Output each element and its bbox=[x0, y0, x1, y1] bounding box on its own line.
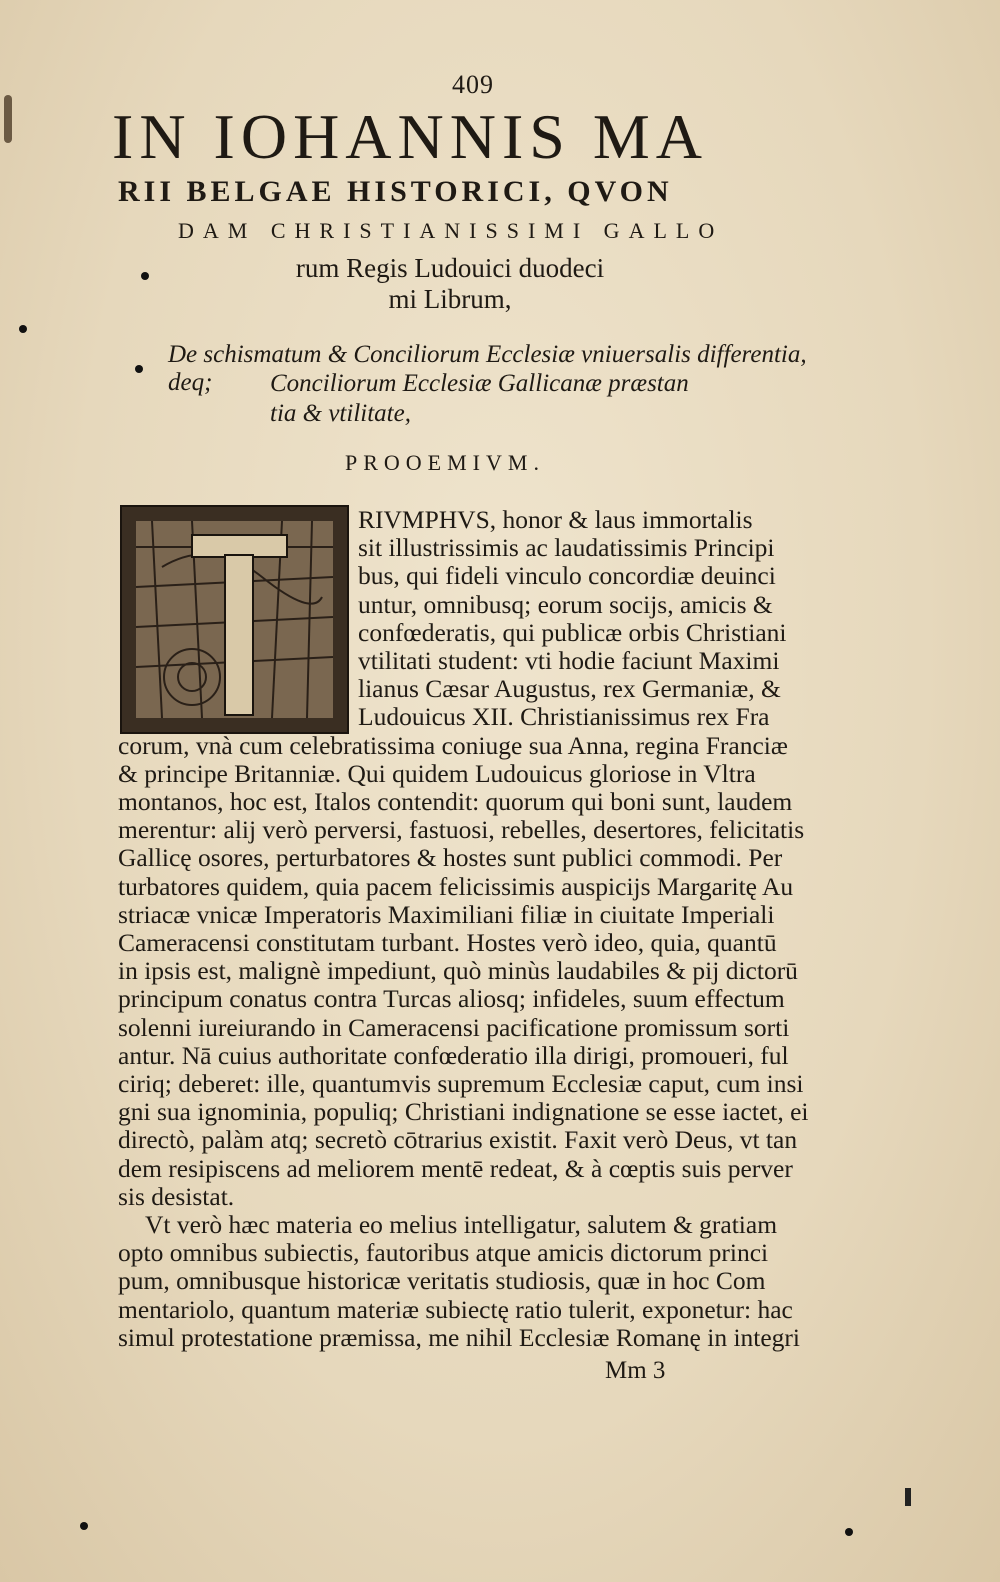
body-line: mentariolo, quantum materiæ subiectę ratio tulerit, exponetur: hac bbox=[118, 1294, 793, 1324]
body-line: pum, omnibusque historicæ veritatis studiosis, quæ in hoc Com bbox=[118, 1266, 766, 1296]
margin-dot bbox=[135, 365, 143, 373]
body-line: Cameracensi constitutam turbant. Hostes verò ideo, quia, quantū bbox=[118, 928, 777, 957]
section-heading: PROOEMIVM. bbox=[345, 450, 545, 475]
body-line: sit illustrissimis ac laudatissimis Principi bbox=[358, 533, 775, 563]
body-line: solenni iureiurando in Cameracensi pacificatione promissum sorti bbox=[118, 1012, 790, 1042]
subtitle-line-2: Conciliorum Ecclesiæ Gallicanæ præstan bbox=[270, 370, 689, 397]
body-line: untur, omnibusq; eorum socijs, amicis & bbox=[358, 589, 773, 619]
woodcut-initial-t-image bbox=[122, 507, 347, 732]
decorated-initial bbox=[120, 505, 349, 734]
body-line: Gallicę osores, perturbatores & hostes sunt publici commodi. Per bbox=[118, 843, 783, 873]
signature-mark: Mm 3 bbox=[605, 1357, 666, 1384]
body-line: Vt verò hæc materia eo melius intelligatur, salutem & gratiam bbox=[145, 1210, 778, 1239]
body-line: lianus Cæsar Augustus, rex Germaniæ, & bbox=[358, 674, 781, 704]
body-line: corum, vnà cum celebratissima coniuge sua Anna, regina Franciæ bbox=[118, 730, 788, 760]
subtitle-line-1: De schismatum & Conciliorum Ecclesiæ vniuersalis differentia, deq; bbox=[168, 341, 807, 396]
title-line-1: IN IOHANNIS MA bbox=[112, 101, 708, 172]
body-line: dem resipiscens ad meliorem mentē redeat, & à cœptis suis perver bbox=[118, 1153, 793, 1183]
body-line: simul protestatione præmissa, me nihil Ecclesiæ Romanę in integri bbox=[118, 1322, 801, 1352]
body-line: confœderatis, qui publicæ orbis Christiani bbox=[358, 617, 787, 647]
body-line: directò, palàm atq; secretò cōtrarius existit. Faxit verò Deus, vt tan bbox=[118, 1125, 798, 1155]
title-line-2: RII BELGAE HISTORICI, QVON bbox=[118, 175, 673, 208]
margin-dot bbox=[80, 1522, 88, 1530]
body-line: antur. Nā cuius authoritate confœderatio illa dirigi, promoueri, ful bbox=[118, 1040, 789, 1070]
body-line: striacæ vnicæ Imperatoris Maximiliani filiæ in ciuitate Imperiali bbox=[118, 899, 775, 929]
body-line: gni sua ignominia, populiq; Christiani indignatione se esse iactet, ei bbox=[118, 1097, 809, 1127]
body-line: sis desistat. bbox=[118, 1181, 235, 1211]
title-line-3: DAM CHRISTIANISSIMI GALLO bbox=[178, 218, 724, 243]
body-line: montanos, hoc est, Italos contendit: quorum qui boni sunt, laudem bbox=[118, 787, 793, 816]
margin-stain bbox=[905, 1488, 911, 1506]
page-number: 409 bbox=[452, 70, 494, 99]
body-line: & principe Britanniæ. Qui quidem Ludouicus gloriose in Vltra bbox=[118, 758, 756, 788]
margin-dot bbox=[141, 272, 149, 280]
body-line: Ludouicus XII. Christianissimus rex Fra bbox=[358, 702, 770, 732]
body-line: ciriq; deberet: ille, quantumvis supremum Ecclesiæ caput, cum insi bbox=[118, 1069, 804, 1098]
margin-stain bbox=[4, 95, 12, 143]
body-line: opto omnibus subiectis, fautoribus atque amicis dictorum princi bbox=[118, 1238, 769, 1268]
body-line: turbatores quidem, quia pacem felicissimis auspicijs Margaritę Au bbox=[118, 871, 794, 901]
body-line: vtilitati student: vti hodie faciunt Maximi bbox=[358, 646, 780, 675]
subtitle-line-3: tia & vtilitate, bbox=[270, 400, 411, 427]
body-line: in ipsis est, malignè impediunt, quò minùs laudabiles & pij dictorū bbox=[118, 956, 798, 986]
title-line-4: rum Regis Ludouici duodeci bbox=[295, 253, 605, 283]
margin-dot bbox=[845, 1528, 853, 1536]
body-line: principum conatus contra Turcas aliosq; infideles, suum effectum bbox=[118, 984, 785, 1014]
title-line-5: mi Librum, bbox=[388, 284, 512, 314]
body-line: bus, qui fideli vinculo concordiæ deuinci bbox=[358, 561, 776, 591]
body-line: RIVMPHVS, honor & laus immortalis bbox=[358, 505, 753, 534]
margin-dot bbox=[19, 325, 27, 333]
body-line: merentur: alij verò perversi, fastuosi, rebelles, desertores, felicitatis bbox=[118, 815, 805, 845]
